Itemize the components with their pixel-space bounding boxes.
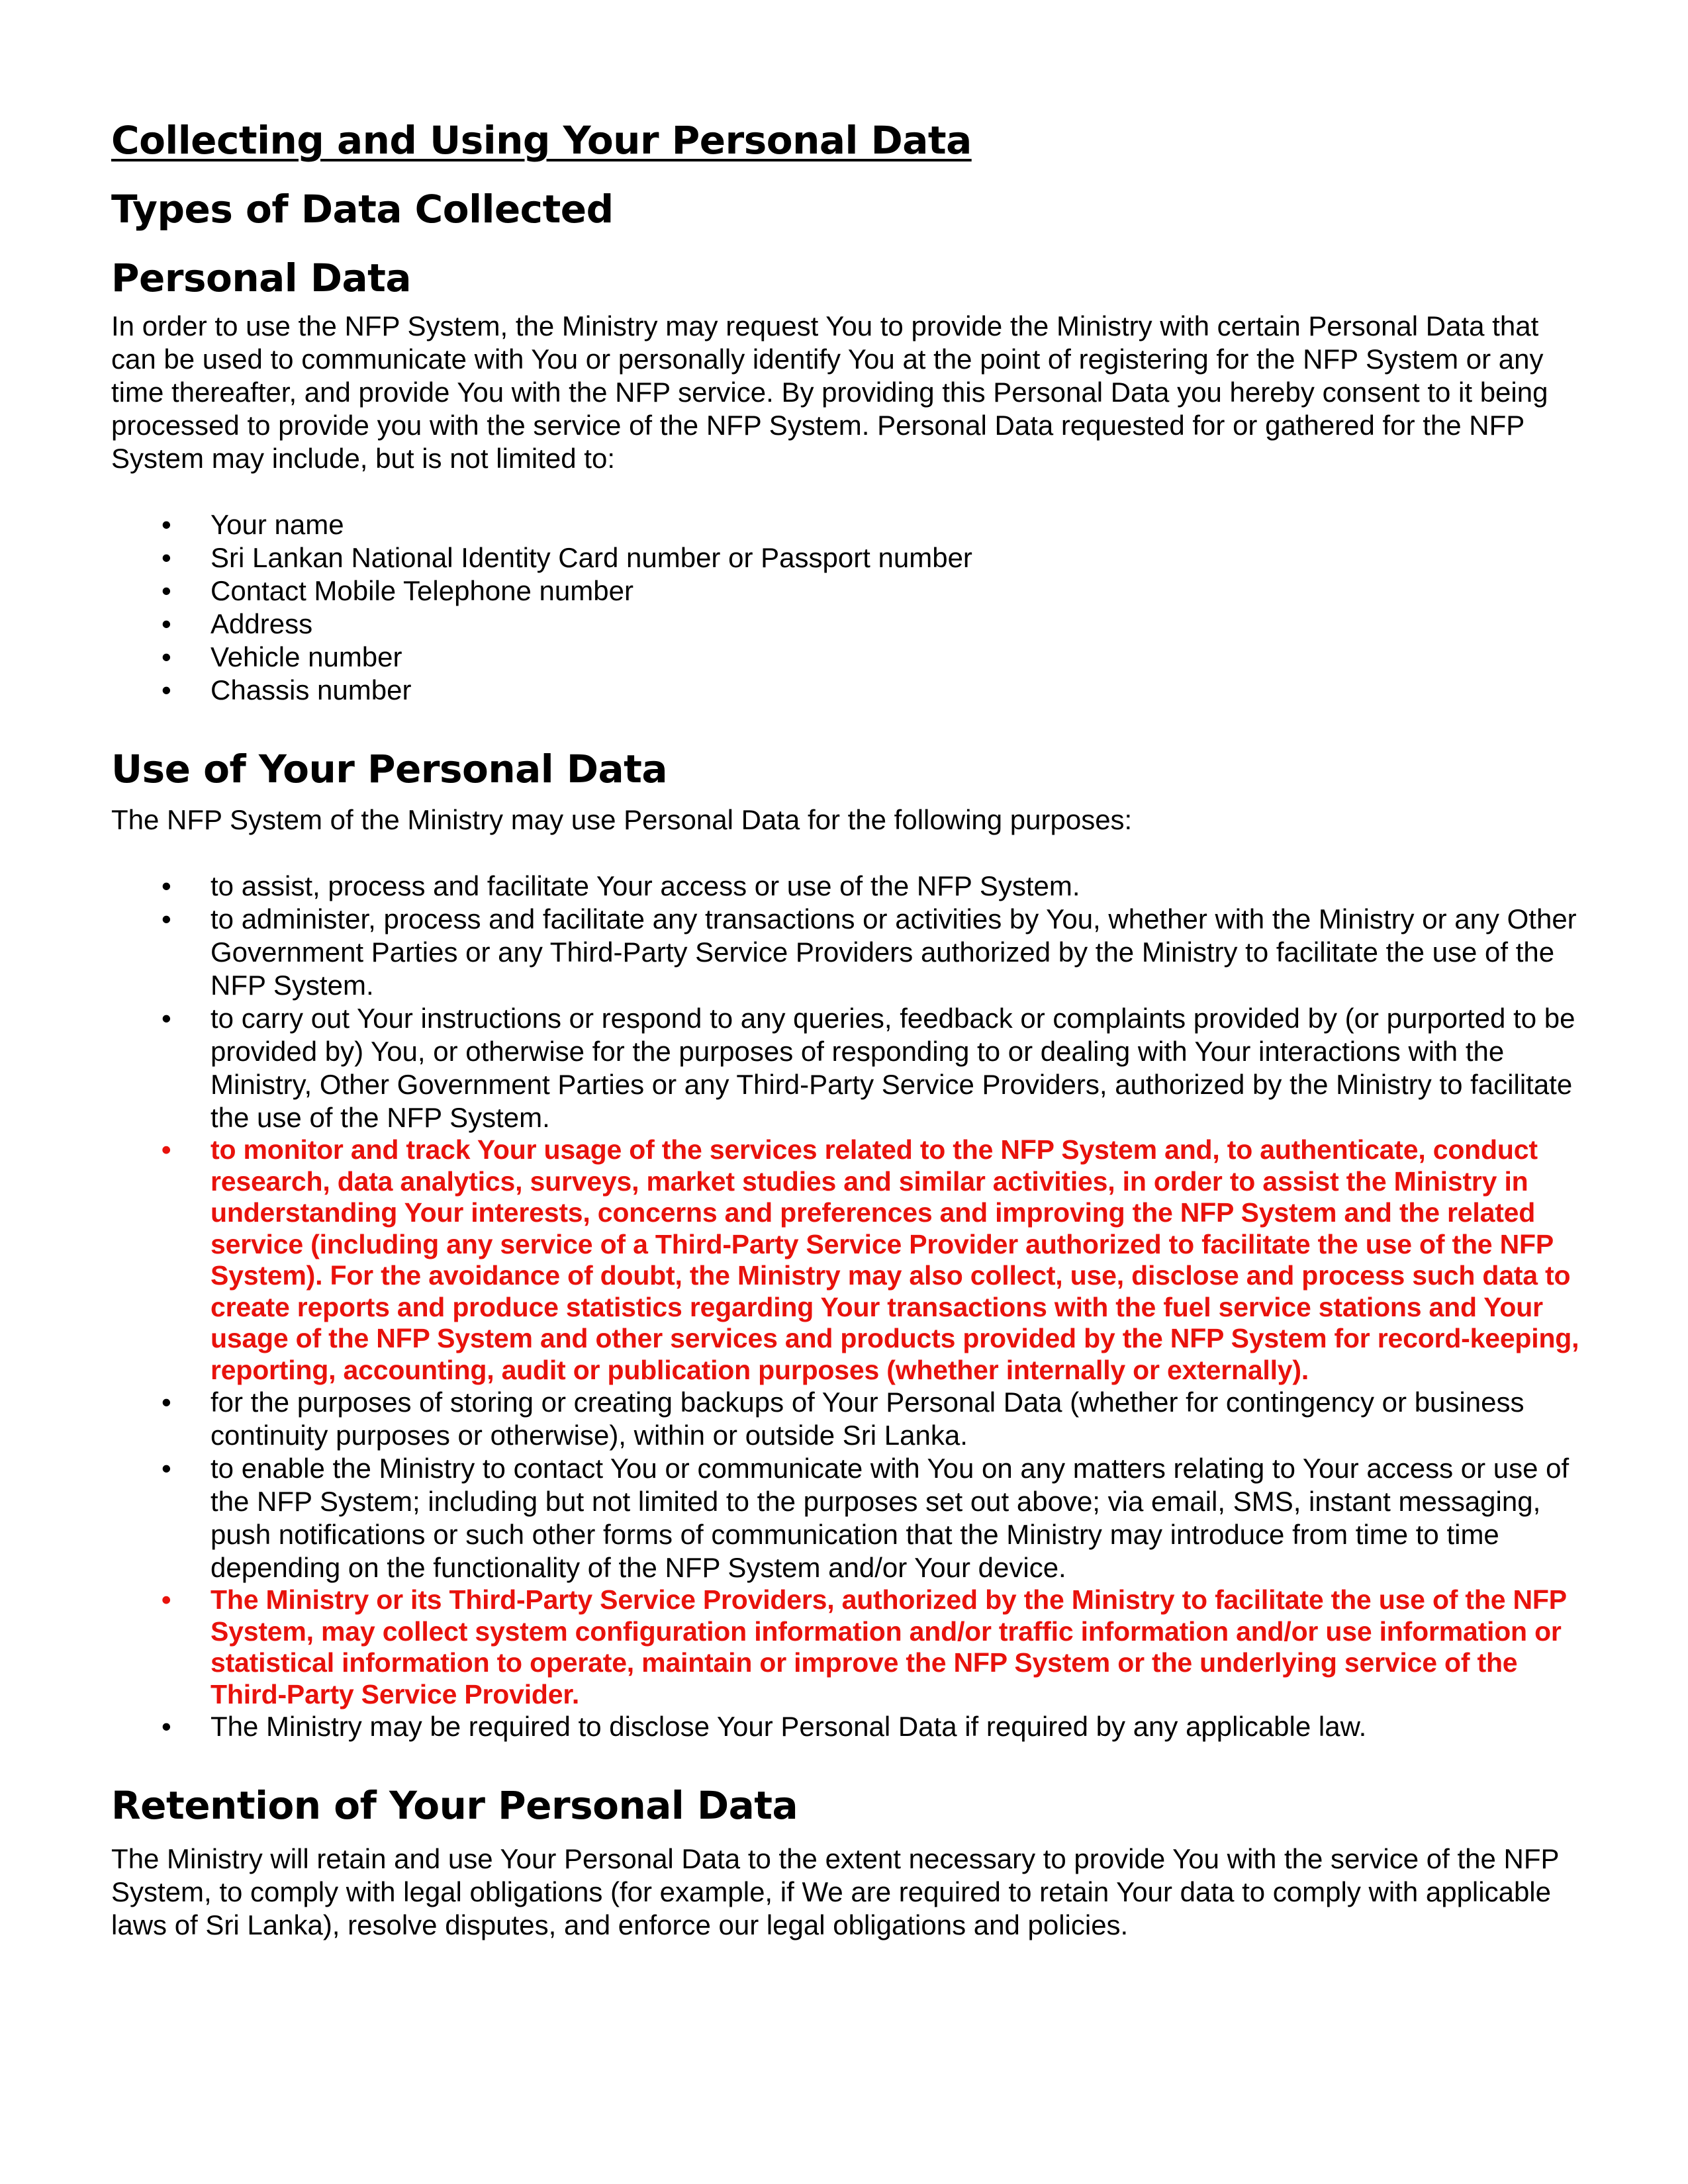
list-item-text: The Ministry or its Third-Party Service Providers, authorized by the Ministry to facilitate the use of the NFP System, may collect system configuration information and/or traffic information and/or use information or statistical information to operate, maintain or improve the NFP System or the underlying service of the Third-Party Service Provider. (211, 1584, 1567, 1709)
list-item-text: for the purposes of storing or creating backups of Your Personal Data (whether for contingency or business continuity purposes or otherwise), within or outside Sri Lanka. (211, 1387, 1524, 1451)
list-item (111, 870, 1587, 903)
list-item-text: Sri Lankan National Identity Card number or Passport number (211, 542, 972, 574)
list-item-text: Your name (211, 509, 344, 541)
document-page (111, 113, 1587, 1942)
bullet-icon: • (162, 608, 171, 640)
personal-data-intro: In order to use the NFP System, the Ministry may request You to provide the Ministry with certain Personal Data that can be used to communicate with You or personally identify You at the point of registering for the NFP System or any time thereafter, and provide You with the NFP service. By providing this Personal Data you hereby consent to it being processed to provide you with the service of the NFP System. Personal Data requested for or gathered for the NFP System may include, but is not limited to: (111, 310, 1548, 475)
list-item-text: to administer, process and facilitate any transactions or activities by You, whether with the Ministry or any Other Government Parties or any Third-Party Service Providers authorized by the Ministry to facilitate the use of the NFP System. (211, 903, 1577, 1001)
bullet-icon: • (162, 903, 171, 935)
list-item (111, 1452, 1587, 1584)
list-item (111, 508, 1587, 541)
list-item-text: Chassis number (211, 674, 412, 706)
list-item-text: to monitor and track Your usage of the services related to the NFP System and, to authenticate, conduct research, data analytics, surveys, market studies and similar activities, in order to assist the Ministry in understanding Your interests, concerns and preferences and improving the NFP System and the related service (including any service of a Third-Party Service Provider authorized to facilitate the use of the NFP System). For the avoidance of doubt, the Ministry may also collect, use, disclose and process such data to create reports and produce statistics regarding Your transactions with the fuel service stations and Your usage of the NFP System and other services and products provided by the NFP System for record-keeping, reporting, accounting, audit or publication purposes (whether internally or externally). (211, 1134, 1579, 1385)
personal-data-heading: Personal Data (111, 255, 411, 301)
list-item (111, 1710, 1587, 1743)
bullet-icon: • (162, 674, 171, 706)
bullet-icon: • (162, 641, 171, 673)
bullet-icon: • (162, 1453, 171, 1484)
highlighted-list-item (111, 1134, 1587, 1386)
personal-data-list (111, 508, 1587, 707)
list-item (111, 1386, 1587, 1452)
list-item-text: The Ministry may be required to disclose Your Personal Data if required by any applicable law. (211, 1711, 1367, 1743)
list-item (111, 1002, 1587, 1134)
retention-paragraph: The Ministry will retain and use Your Personal Data to the extent necessary to provide You with the service of the NFP System, to comply with legal obligations (for example, if We are required to retain Your data to comply with applicable laws of Sri Lanka), resolve disputes, and enforce our legal obligations and policies. (111, 1843, 1559, 1941)
bullet-icon: • (162, 509, 171, 541)
highlighted-list-item (111, 1584, 1587, 1710)
use-purposes-list (111, 870, 1587, 1743)
list-item-text: to enable the Ministry to contact You or communicate with You on any matters relating to Your access or use of the NFP System; including but not limited to the purposes set out above; via email, SMS, instant messaging, push notifications or such other forms of communication that the Ministry may introduce from time to time depending on the functionality of the NFP System and/or Your device. (211, 1453, 1570, 1584)
types-heading: Types of Data Collected (111, 187, 614, 232)
main-heading: Collecting and Using Your Personal Data (111, 118, 972, 163)
list-item (111, 641, 1587, 674)
bullet-icon: • (162, 575, 171, 607)
list-item (111, 574, 1587, 608)
list-item (111, 674, 1587, 707)
bullet-icon: • (162, 542, 171, 574)
use-heading: Use of Your Personal Data (111, 747, 667, 792)
list-item-text: Contact Mobile Telephone number (211, 575, 633, 607)
list-item-text: Address (211, 608, 313, 640)
list-item-text: to assist, process and facilitate Your access or use of the NFP System. (211, 870, 1080, 902)
bullet-icon: • (162, 1134, 171, 1165)
list-item (111, 903, 1587, 1002)
retention-heading: Retention of Your Personal Data (111, 1783, 798, 1829)
bullet-icon: • (162, 870, 171, 902)
bullet-icon: • (162, 1003, 171, 1034)
bullet-icon: • (162, 1584, 171, 1615)
list-item (111, 608, 1587, 641)
bullet-icon: • (162, 1387, 171, 1418)
bullet-icon: • (162, 1711, 171, 1743)
list-item (111, 541, 1587, 574)
list-item-text: Vehicle number (211, 641, 402, 673)
list-item-text: to carry out Your instructions or respond to any queries, feedback or complaints provided by (or purported to be provided by) You, or otherwise for the purposes of responding to or dealing with Your interactions with the Ministry, Other Government Parties or any Third-Party Service Providers, authorized by the Ministry to facilitate the use of the NFP System. (211, 1003, 1575, 1134)
use-intro: The NFP System of the Ministry may use Personal Data for the following purposes: (111, 804, 1133, 836)
